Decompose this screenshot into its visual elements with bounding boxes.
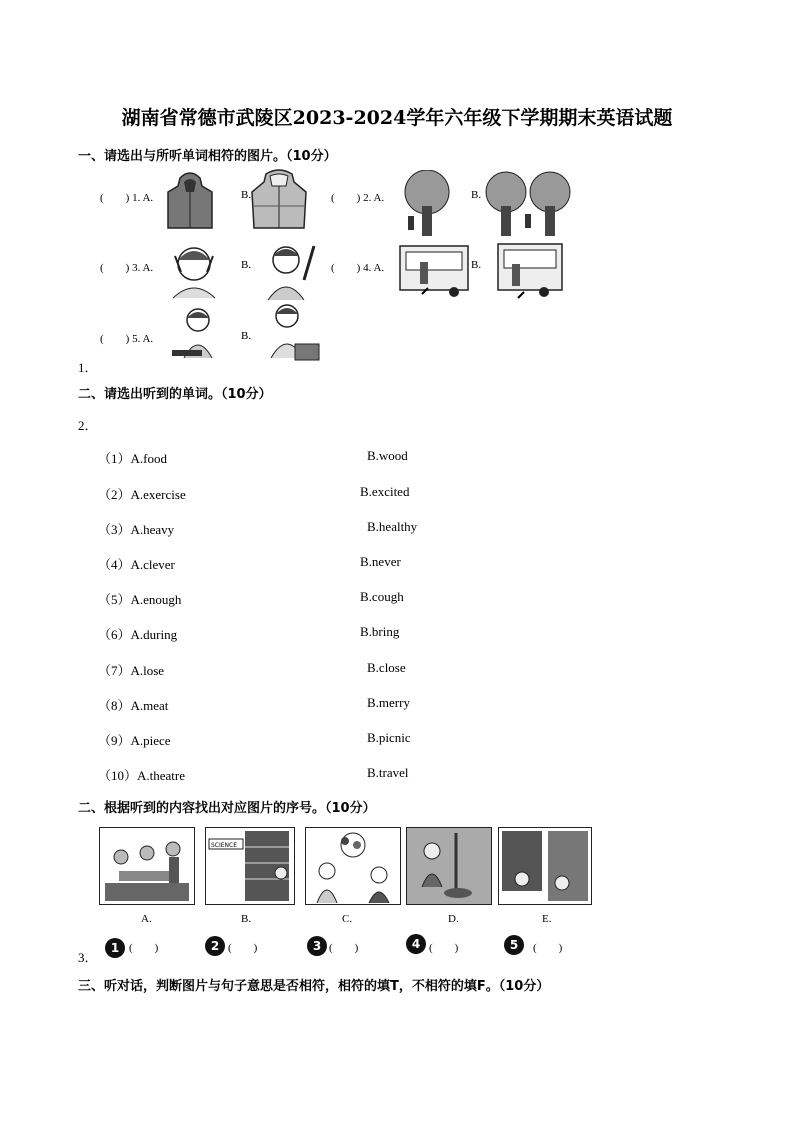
girl-headache-picture (163, 242, 225, 300)
answer-blank[interactable]: ( ) (533, 942, 563, 954)
number-circle: 4 (406, 934, 426, 954)
item4-label: ( ) 4. A. (331, 262, 385, 274)
item2-b: B. (471, 189, 482, 201)
word-option-b: B.excited (360, 484, 410, 499)
word-option-a: （7）A.lose (98, 663, 165, 678)
item3-label: ( ) 3. A. (100, 262, 154, 274)
word-option-b: B.close (367, 660, 406, 675)
number-circle: 2 (205, 936, 225, 956)
picture-letter-c: C. (342, 913, 353, 925)
question-number-3: 3． (78, 950, 98, 965)
item5-b: B. (241, 330, 252, 342)
word-option-b: B.never (360, 554, 401, 569)
item5-label: ( ) 5. A. (100, 333, 154, 345)
number-circle: 1 (105, 938, 125, 958)
question-number-1: 1． (78, 360, 98, 375)
answer-blank[interactable]: ( ) (228, 942, 258, 954)
answer-blank[interactable]: ( ) (129, 942, 159, 954)
word-option-a: （4）A.clever (98, 557, 175, 572)
word-option-b: B.cough (360, 589, 404, 604)
section4-heading: 三、听对话，判断图片与句子意思是否相符，相符的填T，不相符的填F。（10分） (78, 979, 550, 994)
word-option-b: B.healthy (367, 519, 418, 534)
item4-b: B. (471, 259, 482, 271)
item1-b: B. (241, 189, 252, 201)
section3-heading: 二、根据听到的内容找出对应图片的序号。（10分） (78, 801, 376, 816)
picture-letter-b: B. (241, 913, 252, 925)
word-option-a: （8）A.meat (98, 698, 169, 713)
word-option-a: （6）A.during (98, 627, 178, 642)
word-option-b: B.wood (367, 448, 408, 463)
word-option-b: B.merry (367, 695, 410, 710)
padded-jacket-picture (250, 168, 308, 232)
hoodie-picture (166, 170, 214, 232)
word-option-b: B.travel (367, 765, 409, 780)
section1-heading: 一、请选出与所听单词相符的图片。（10分） (78, 149, 337, 164)
item2-label: ( ) 2. A. (331, 192, 385, 204)
answer-blank[interactable]: ( ) (329, 942, 359, 954)
section2-heading: 二、请选出听到的单词。（10分） (78, 387, 272, 402)
girl-ironing-picture (170, 306, 220, 366)
word-option-a: （9）A.piece (98, 733, 171, 748)
word-option-b: B.picnic (367, 730, 411, 745)
trees-picture-b (484, 170, 574, 238)
word-option-a: （10）A.theatre (98, 768, 186, 783)
reading-books-picture (498, 827, 592, 905)
library-picture (205, 827, 295, 905)
bus-picture-b (496, 240, 564, 302)
word-option-a: （2）A.exercise (98, 487, 186, 502)
food-choice-picture (305, 827, 401, 905)
question-number-2: 2． (78, 418, 98, 433)
girl-cooking-picture (265, 302, 323, 366)
family-dinner-picture (99, 827, 195, 905)
word-option-b: B.bring (360, 624, 400, 639)
picture-letter-d: D. (448, 913, 459, 925)
girl-waving-picture (262, 240, 320, 302)
bus-picture-a (398, 242, 470, 300)
picture-letter-a: A. (141, 913, 152, 925)
word-option-a: （3）A.heavy (98, 522, 175, 537)
number-circle: 5 (504, 935, 524, 955)
trees-picture-a (398, 170, 456, 238)
word-option-a: （5）A.enough (98, 592, 182, 607)
planting-tree-picture (406, 827, 492, 905)
number-circle: 3 (307, 936, 327, 956)
answer-blank[interactable]: ( ) (429, 942, 459, 954)
item3-b: B. (241, 259, 252, 271)
word-option-a: （1）A.food (98, 451, 167, 466)
item1-label: ( ) 1. A. (100, 192, 154, 204)
page-title: 湖南省常德市武陵区2023-2024学年六年级下学期期末英语试题 (121, 107, 673, 129)
picture-letter-e: E. (542, 913, 552, 925)
science-sign-text: SCIENCE (211, 842, 238, 849)
